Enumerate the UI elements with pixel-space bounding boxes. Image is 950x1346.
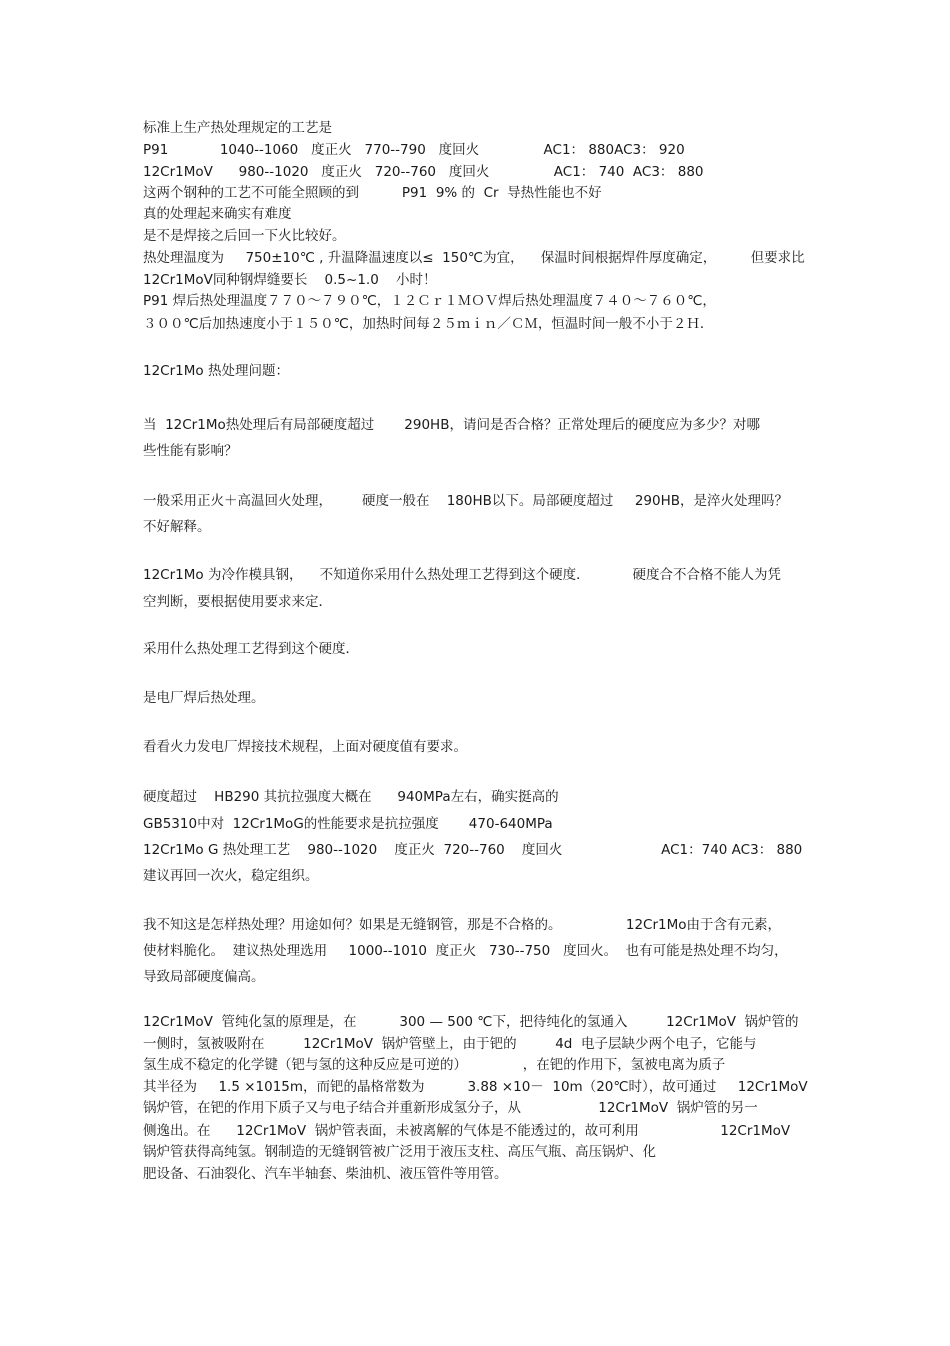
- text-line: 锅炉管，在钯的作用下质子又与电子结合并重新形成氢分子，从 12Cr1MoV 锅炉管的另一: [143, 1100, 758, 1116]
- text-line: 12Cr1MoV 管纯化氢的原理是，在 300 — 500 ℃下，把待纯化的氢通入 12Cr1MoV 锅炉管的: [143, 1014, 799, 1030]
- section-heading: 12Cr1Mo 热处理问题：: [143, 363, 289, 379]
- text-line: 其半径为 1.5 ×1015m，而钯的晶格常数为 3.88 ×10－ 10m（20℃时），故可通过 12Cr1MoV: [143, 1079, 808, 1095]
- text-line: 采用什么热处理工艺得到这个硬度．: [143, 641, 359, 657]
- text-line: 空判断，要根据使用要求来定．: [143, 594, 332, 610]
- text-line: P91 焊后热处理温度７７０～７９０℃，１２Ｃｒ１ＭＯＶ焊后热处理温度７４０～７６０℃，: [143, 293, 716, 309]
- text-line: 使材料脆化。 建议热处理选用 1000--1010 度正火 730--750 度回火。 也有可能是热处理不均匀，: [143, 943, 788, 959]
- text-line: 12Cr1MoV同种钢焊缝要长 0.5~1.0 小时！: [143, 272, 437, 288]
- text-line: 当 12Cr1Mo热处理后有局部硬度超过 290HB，请问是否合格？正常处理后的硬度应为多少？对哪: [143, 417, 760, 433]
- text-line: 一侧时，氢被吸附在 12Cr1MoV 锅炉管壁上，由于钯的 4d 电子层缺少两个电子，它能与: [143, 1036, 757, 1052]
- text-line: 导致局部硬度偏高。: [143, 969, 265, 985]
- text-line: 锅炉管获得高纯氢。钢制造的无缝钢管被广泛用于液压支柱、高压气瓶、高压锅炉、化: [143, 1144, 656, 1160]
- text-line: 些性能有影响？: [143, 443, 238, 459]
- text-line: 肥设备、石油裂化、汽车半轴套、柴油机、液压管件等用管。: [143, 1166, 508, 1182]
- text-line: 是不是焊接之后回一下火比较好。: [143, 228, 346, 244]
- text-line: 12Cr1MoV 980--1020 度正火 720--760 度回火 AC1： 740 AC3： 880: [143, 164, 704, 180]
- text-line: 标准上生产热处理规定的工艺是: [143, 120, 332, 136]
- text-line: 我不知这是怎样热处理？用途如何？如果是无缝钢管，那是不合格的。 12Cr1Mo由于含有元素，: [143, 917, 782, 933]
- text-line: 这两个钢种的工艺不可能全照顾的到 P91 9% 的 Cr 导热性能也不好: [143, 185, 602, 201]
- text-line: 一般采用正火＋高温回火处理， 硬度一般在 180HB以下。局部硬度超过 290HB，是淬火处理吗？: [143, 493, 789, 509]
- text-line: 侧逸出。在 12Cr1MoV 锅炉管表面，未被离解的气体是不能透过的，故可利用 12Cr1MoV: [143, 1123, 791, 1139]
- text-line: 12Cr1Mo G 热处理工艺 980--1020 度正火 720--760 度回火 AC1：740 AC3： 880: [143, 842, 803, 858]
- text-line: 看看火力发电厂焊接技术规程，上面对硬度值有要求。: [143, 739, 467, 755]
- text-line: 建议再回一次火，稳定组织。: [143, 868, 319, 884]
- text-line: 真的处理起来确实有难度: [143, 206, 292, 222]
- text-line: P91 1040--1060 度正火 770--790 度回火 AC1： 880AC3： 920: [143, 142, 685, 158]
- text-line: 不好解释。: [143, 519, 211, 535]
- text-line: 硬度超过 HB290 其抗拉强度大概在 940MPa左右，确实挺高的: [143, 789, 559, 805]
- text-line: ３００℃后加热速度小于１５０℃，加热时间每２５ｍｉｎ／ＣＭ，恒温时间一般不小于２Ｈ．: [143, 316, 714, 332]
- text-line: 12Cr1Mo 为冷作模具钢， 不知道你采用什么热处理工艺得到这个硬度． 硬度合不合格不能人为凭: [143, 567, 782, 583]
- text-line: 热处理温度为 750±10℃ , 升温降温速度以≤ 150℃为宜， 保温时间根据焊件厚度确定， 但要求比: [143, 250, 805, 266]
- text-line: 是电厂焊后热处理。: [143, 690, 265, 706]
- text-line: GB5310中对 12Cr1MoG的性能要求是抗拉强度 470-640MPa: [143, 816, 553, 832]
- text-line: 氢生成不稳定的化学键（钯与氢的这种反应是可逆的） ，在钯的作用下，氢被电离为质子: [143, 1057, 726, 1073]
